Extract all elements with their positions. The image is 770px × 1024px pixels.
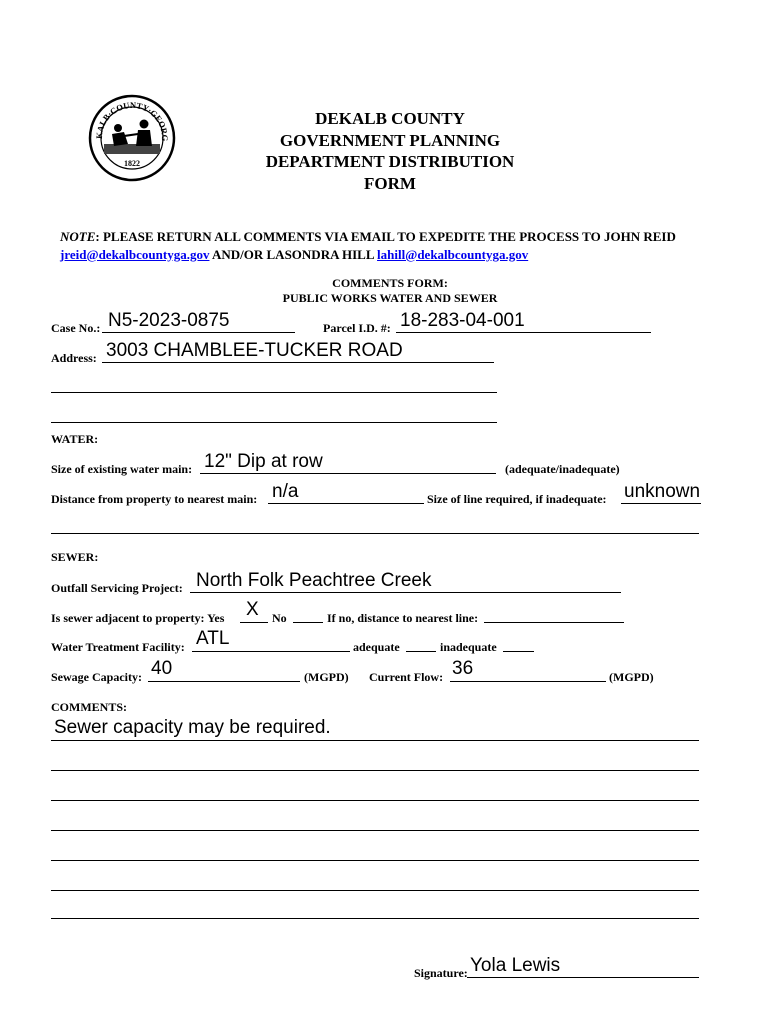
line-size-line xyxy=(621,503,701,504)
sewer-no-label: No xyxy=(272,611,287,625)
sewer-adjacent-yes-line xyxy=(240,622,268,623)
case-no-line xyxy=(102,332,295,333)
parcel-field[interactable]: 18-283-04-001 xyxy=(400,310,525,331)
comments-heading: COMMENTS: xyxy=(51,700,127,714)
seal-text: KALB·COUNTY·GEORG xyxy=(93,99,171,142)
sewage-capacity-line xyxy=(148,681,300,682)
comments-text[interactable]: Sewer capacity may be required. xyxy=(54,717,331,738)
adequate-inadequate-label: (adequate/inadequate) xyxy=(505,462,620,476)
current-flow-label: Current Flow: xyxy=(369,670,444,684)
comment-line-4[interactable] xyxy=(51,830,699,831)
line-size-field[interactable]: unknown xyxy=(624,481,701,502)
water-main-size-line xyxy=(200,473,496,474)
comment-line-3[interactable] xyxy=(51,800,699,801)
address-field[interactable]: 3003 CHAMBLEE-TUCKER ROAD xyxy=(106,340,403,361)
inadequate-line[interactable] xyxy=(503,651,534,652)
county-seal xyxy=(88,94,176,182)
comment-line-5[interactable] xyxy=(51,860,699,861)
note-paragraph xyxy=(60,228,720,263)
address-line-3[interactable] xyxy=(51,422,497,423)
line-size-label: Size of line required, if inadequate: xyxy=(427,492,607,506)
form-heading-1: COMMENTS FORM: xyxy=(332,276,448,290)
distance-nearest-line-field[interactable] xyxy=(484,622,624,623)
water-main-size-label: Size of existing water main: xyxy=(51,462,193,476)
parcel-label: Parcel I.D. #: xyxy=(323,321,391,335)
address-label: Address: xyxy=(51,351,97,365)
title-line-4: FORM xyxy=(364,173,416,193)
current-flow-field[interactable]: 36 xyxy=(452,658,474,679)
comment-line-6[interactable] xyxy=(51,890,699,891)
distance-main-line xyxy=(268,503,424,504)
sewer-no-line[interactable] xyxy=(293,622,323,623)
signature-label: Signature: xyxy=(414,966,468,980)
address-line-2[interactable] xyxy=(51,392,497,393)
sewer-adjacent-label: Is sewer adjacent to property: Yes xyxy=(51,611,225,625)
sewer-adjacent-yes-field[interactable]: X xyxy=(246,599,259,620)
comment-line-2[interactable] xyxy=(51,770,699,771)
treatment-facility-line xyxy=(192,651,350,652)
case-no-label: Case No.: xyxy=(51,321,101,335)
water-extra-line[interactable] xyxy=(51,533,699,534)
distance-nearest-line-label: If no, distance to nearest line: xyxy=(327,611,479,625)
note-text-2: AND/OR LASONDRA HILL xyxy=(209,246,378,262)
note-text-1: : PLEASE RETURN ALL COMMENTS VIA EMAIL TO EXPEDITE THE PROCESS TO JOHN REID xyxy=(95,229,676,244)
case-no-field[interactable]: N5-2023-0875 xyxy=(108,310,230,331)
water-heading: WATER: xyxy=(51,432,99,446)
current-flow-line xyxy=(450,681,606,682)
inadequate-label: inadequate xyxy=(440,640,497,654)
sewer-heading: SEWER: xyxy=(51,550,99,564)
title-line-1: DEKALB COUNTY xyxy=(315,109,465,128)
sewage-capacity-label: Sewage Capacity: xyxy=(51,670,142,684)
comment-line-1 xyxy=(51,740,699,741)
title-line-2: GOVERNMENT PLANNING xyxy=(279,130,501,150)
signature-line xyxy=(467,977,699,978)
signature-field[interactable]: Yola Lewis xyxy=(470,955,561,976)
parcel-line xyxy=(396,332,651,333)
adequate-line[interactable] xyxy=(406,651,436,652)
treatment-facility-field[interactable]: ATL xyxy=(196,628,230,649)
treatment-facility-label: Water Treatment Facility: xyxy=(51,640,185,654)
comment-line-7[interactable] xyxy=(51,918,699,919)
title-line-3: DEPARTMENT DISTRIBUTION xyxy=(265,152,515,171)
email-link-jreid[interactable]: jreid@dekalbcountyga.gov xyxy=(60,246,210,262)
sewage-capacity-field[interactable]: 40 xyxy=(151,658,173,679)
adequate-label: adequate xyxy=(353,640,400,654)
mgpd-label-2: (MGPD) xyxy=(609,670,654,684)
note-label: NOTE xyxy=(60,229,96,244)
email-link-lahill[interactable]: lahill@dekalbcountyga.gov xyxy=(377,246,529,262)
outfall-label: Outfall Servicing Project: xyxy=(51,581,183,595)
distance-main-field[interactable]: n/a xyxy=(272,481,299,502)
water-main-size-field[interactable]: 12" Dip at row xyxy=(204,451,323,472)
page-title xyxy=(230,108,550,194)
seal-year: 1822 xyxy=(124,159,140,168)
form-heading-2: PUBLIC WORKS WATER AND SEWER xyxy=(282,291,498,305)
outfall-field[interactable]: North Folk Peachtree Creek xyxy=(196,570,432,591)
distance-main-label: Distance from property to nearest main: xyxy=(51,492,258,506)
mgpd-label-1: (MGPD) xyxy=(304,670,349,684)
address-line xyxy=(102,362,494,363)
outfall-line xyxy=(190,592,621,593)
